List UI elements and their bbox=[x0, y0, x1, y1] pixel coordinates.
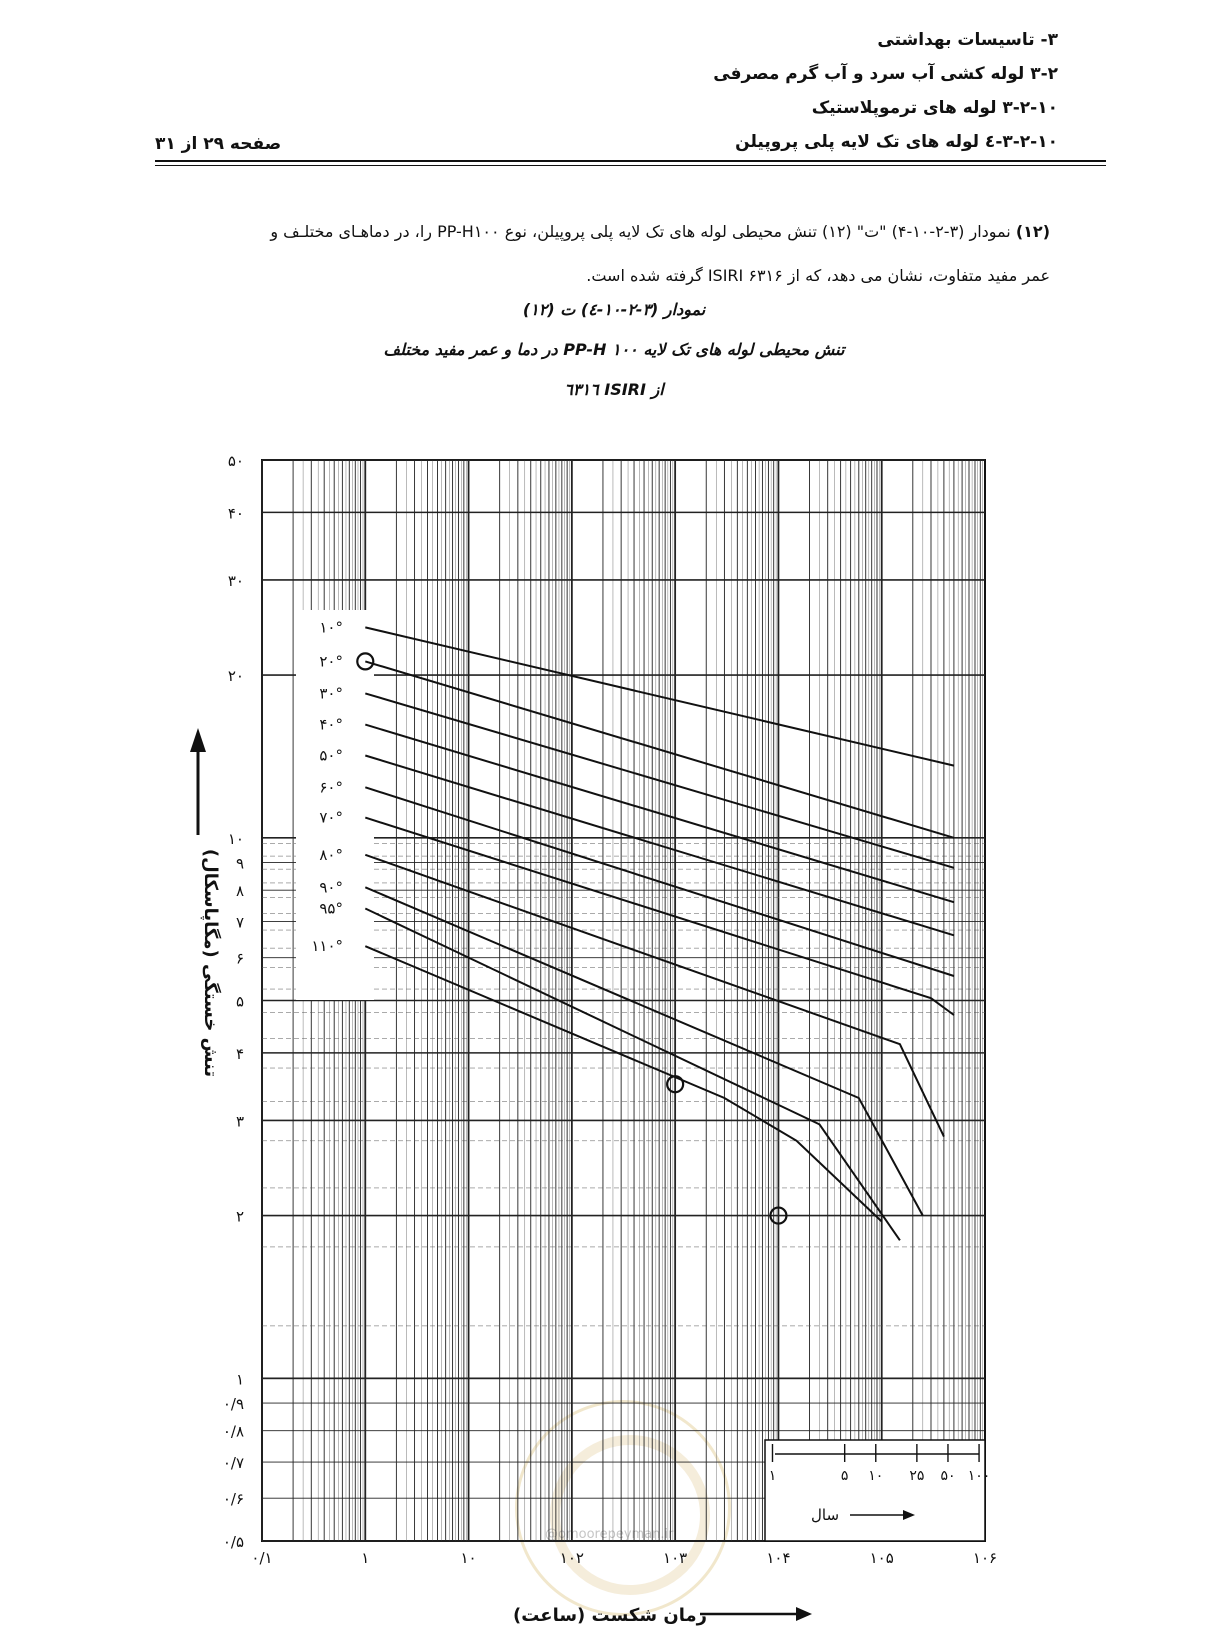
series-label-10: ۹۵° bbox=[319, 899, 343, 918]
x-tick-label: ۱۰۴ bbox=[766, 1549, 791, 1567]
x-tick-label: ۱ bbox=[361, 1549, 370, 1567]
chart-caption-number: نمودار (۳-۲-۱۰-٤) ت (۱۲) bbox=[522, 300, 706, 319]
y-tick-label: ۸ bbox=[235, 882, 244, 901]
description-paragraph-line-2: عمر مفید متفاوت، نشان می دهد، که از ISIRI ۶۳۱۶ گرفته شده است. bbox=[586, 266, 1050, 285]
series-label-4: ۴۰° bbox=[319, 715, 343, 734]
x-tick-label: ۱۰۲ bbox=[559, 1549, 584, 1567]
series-line-8 bbox=[365, 855, 944, 1137]
header-line-3: ۳-۲-۱۰ لوله های ترموپلاستیک bbox=[811, 98, 1058, 118]
x-tick-label: ۱۰۳ bbox=[663, 1549, 688, 1567]
watermark-text: @omoorepeyman.ir bbox=[545, 1527, 674, 1542]
y-tick-label: ۴ bbox=[235, 1044, 244, 1063]
y-tick-label: ۳۰ bbox=[227, 571, 244, 590]
paragraph-number: (۱۲) bbox=[1015, 222, 1050, 241]
years-scale-tick-label: ۵۰ bbox=[940, 1468, 956, 1484]
series-label-2: ۲۰° bbox=[319, 652, 343, 671]
x-tick-label: ۱۰۶ bbox=[972, 1549, 998, 1567]
years-scale-box bbox=[765, 1440, 985, 1541]
series-label-1: ۱۰° bbox=[319, 618, 343, 637]
chart-caption-source: از ISIRI ٦٣١٦ bbox=[564, 380, 664, 399]
years-scale-tick-label: ۲۵ bbox=[909, 1468, 925, 1484]
chart-grid bbox=[262, 460, 985, 1541]
years-scale-tick-label: ۱۰۰ bbox=[967, 1468, 991, 1484]
years-scale-tick-label: ۵ bbox=[840, 1468, 849, 1484]
y-tick-label: ۱۰ bbox=[227, 829, 244, 848]
y-tick-label: ۷ bbox=[235, 913, 244, 932]
y-tick-label: ۲۰ bbox=[227, 667, 244, 686]
y-axis-arrow-head bbox=[190, 728, 206, 752]
y-axis-label: تنش خستگی (مگاپاسکال) bbox=[200, 848, 221, 1078]
y-tick-label: ۰/۶ bbox=[222, 1490, 244, 1509]
series-label-6: ۶۰° bbox=[319, 778, 343, 797]
series-label-3: ۳۰° bbox=[319, 684, 343, 703]
x-tick-label: ۰/۱ bbox=[251, 1549, 273, 1567]
series-label-7: ۷۰° bbox=[319, 808, 343, 827]
page-number: صفحه ۲۹ از ۳۱ bbox=[155, 134, 282, 154]
x-axis-label: زمان شکست (ساعت) bbox=[513, 1605, 707, 1626]
chart-caption-title: تنش محیطی لوله های تک لایه PP-H ۱۰۰ در دما و عمر مفید مختلف bbox=[383, 340, 845, 359]
header-line-1: ۳- تاسیسات بهداشتی bbox=[877, 30, 1058, 50]
y-tick-label: ۴۰ bbox=[227, 504, 244, 523]
header-line-2: ۳-۲ لوله کشی آب سرد و آب گرم مصرفی bbox=[713, 64, 1058, 84]
y-tick-label: ۰/۹ bbox=[222, 1395, 244, 1414]
y-tick-label: ۹ bbox=[235, 854, 244, 873]
y-tick-label: ۰/۸ bbox=[222, 1422, 244, 1441]
y-tick-label: ۱ bbox=[235, 1370, 244, 1389]
x-axis-arrow-head bbox=[796, 1607, 812, 1621]
y-tick-label: ۵ bbox=[235, 992, 244, 1011]
x-tick-label: ۱۰۵ bbox=[869, 1549, 894, 1567]
series-label-8: ۸۰° bbox=[319, 845, 343, 864]
paragraph-line-1: نمودار (۳-۲-۱۰-۴) "ت" (۱۲) تنش محیطی لوله های تک لایه پلی پروپیلن، نوع PP-H۱۰۰ را، در دماهـای مختلـف و bbox=[270, 222, 1011, 241]
header-line-4: ۳-۲-۱۰-٤ لوله های تک لایه پلی پروپیلن bbox=[735, 132, 1058, 152]
y-tick-label: ۵۰ bbox=[227, 452, 244, 470]
y-tick-label: ۰/۷ bbox=[222, 1454, 244, 1473]
series-line-11 bbox=[365, 946, 881, 1221]
years-scale-label: سال bbox=[810, 1506, 840, 1524]
y-tick-label: ۲ bbox=[235, 1207, 244, 1226]
years-scale-tick-label: ۱ bbox=[768, 1468, 777, 1484]
series-label-5: ۵۰° bbox=[319, 746, 343, 765]
y-tick-label: ۳ bbox=[235, 1112, 244, 1131]
y-tick-label: ۰/۵ bbox=[222, 1533, 244, 1551]
series-label-11: ۱۱۰° bbox=[311, 937, 343, 956]
series-label-9: ۹۰° bbox=[319, 878, 343, 897]
x-tick-label: ۱۰ bbox=[460, 1549, 477, 1567]
years-scale-tick-label: ۱۰ bbox=[868, 1468, 884, 1484]
y-tick-label: ۶ bbox=[235, 949, 244, 968]
chart-curves bbox=[357, 627, 954, 1240]
